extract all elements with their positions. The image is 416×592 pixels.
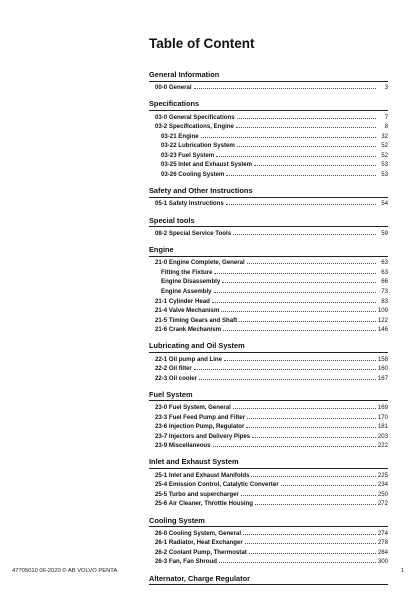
- footer-document-info: 47705010 06-2020 © AB VOLVO PENTA: [12, 568, 118, 574]
- toc-entry-page: 83: [381, 297, 388, 305]
- toc-entry[interactable]: [149, 355, 388, 365]
- toc-entry[interactable]: [149, 229, 388, 239]
- toc-entry-page: 146: [377, 326, 388, 334]
- toc-entry[interactable]: [149, 277, 388, 287]
- toc-section-heading: Safety and Other Instructions: [149, 186, 388, 198]
- toc-section-heading: Inlet and Exhaust System: [149, 457, 388, 469]
- dot-leader: [212, 302, 376, 303]
- toc-entry-label: 23-9 Miscellaneous: [155, 442, 211, 450]
- table-of-contents: [149, 70, 388, 592]
- toc-entry-label: 03-22 Lubrication System: [161, 142, 235, 150]
- toc-entry[interactable]: [149, 490, 388, 500]
- toc-entry-page: 222: [377, 442, 388, 450]
- dot-leader: [199, 379, 376, 380]
- page-footer: [12, 568, 404, 574]
- toc-section: [149, 245, 388, 335]
- toc-entry-label: 21-1 Cylinder Head: [155, 297, 210, 305]
- toc-entry-label: 03-0 General Specifications: [155, 113, 235, 121]
- toc-entry-page: 122: [377, 316, 388, 324]
- toc-section: [149, 99, 388, 179]
- dot-leader: [249, 553, 376, 554]
- toc-entry-label: 23-0 Fuel System, General: [155, 404, 231, 412]
- dot-leader: [247, 263, 376, 264]
- toc-entry-label: Engine Disassembly: [161, 278, 221, 286]
- dot-leader: [219, 562, 376, 563]
- dot-leader: [223, 330, 376, 331]
- toc-section: [149, 457, 388, 508]
- toc-entry[interactable]: [149, 403, 388, 413]
- dot-leader: [224, 360, 376, 361]
- toc-entry-page: 8: [384, 123, 388, 131]
- toc-entry-label: 23-6 Injection Pump, Regulator: [155, 423, 245, 431]
- toc-entry[interactable]: [149, 529, 388, 539]
- toc-entry-page: 32: [381, 132, 388, 140]
- dot-leader: [251, 476, 375, 477]
- toc-entry-label: 26-3 Fan, Fan Shroud: [155, 558, 217, 566]
- toc-entry-page: 63: [381, 259, 388, 267]
- toc-entry[interactable]: [149, 374, 388, 384]
- toc-entry-label: 00-0 General: [155, 84, 192, 92]
- toc-entry-page: 109: [377, 307, 388, 315]
- toc-entry-page: 278: [377, 539, 388, 547]
- toc-entry[interactable]: [149, 268, 388, 278]
- dot-leader: [194, 369, 376, 370]
- toc-entry[interactable]: [149, 297, 388, 307]
- toc-entry-label: 23-3 Fuel Feed Pump and Filter: [155, 413, 246, 421]
- toc-entry-label: 21-0 Engine Complete, General: [155, 259, 245, 267]
- toc-section-heading: Cooling System: [149, 516, 388, 528]
- toc-entry-page: 59: [381, 229, 388, 237]
- toc-entry[interactable]: [149, 113, 388, 123]
- dot-leader: [216, 156, 376, 157]
- toc-entry[interactable]: [149, 413, 388, 423]
- dot-leader: [241, 495, 376, 496]
- toc-entry-page: 250: [377, 490, 388, 498]
- toc-entry-label: 22-1 Oil pump and Line: [155, 355, 223, 363]
- dot-leader: [214, 292, 376, 293]
- toc-entry-page: 53: [381, 161, 388, 169]
- toc-entry-label: Fitting the Fixture: [161, 268, 213, 276]
- toc-entry-label: 21-4 Valve Mechanism: [155, 307, 220, 315]
- toc-entry[interactable]: [149, 499, 388, 509]
- toc-section-heading: Fuel System: [149, 390, 388, 402]
- toc-entry-label: 25-6 Air Cleaner, Throttle Housing: [155, 500, 253, 508]
- toc-entry[interactable]: [149, 132, 388, 142]
- dot-leader: [281, 485, 376, 486]
- toc-entry-page: 300: [377, 558, 388, 566]
- toc-entry-label: Engine Assembly: [161, 287, 212, 295]
- dot-leader: [252, 437, 376, 438]
- toc-entry-page: 234: [377, 481, 388, 489]
- toc-entry[interactable]: [149, 557, 388, 567]
- page-title: Table of Content: [149, 36, 255, 51]
- toc-entry-page: 167: [377, 374, 388, 382]
- dot-leader: [226, 204, 376, 205]
- toc-section: [149, 390, 388, 451]
- toc-entry[interactable]: [149, 422, 388, 432]
- toc-entry-page: 54: [381, 200, 388, 208]
- toc-entry-label: 03-25 Inlet and Exhaust System: [161, 161, 253, 169]
- toc-entry-page: 203: [377, 432, 388, 440]
- toc-entry-page: 52: [381, 151, 388, 159]
- toc-section-heading: Engine: [149, 245, 388, 257]
- toc-entry[interactable]: [149, 122, 388, 132]
- toc-entry[interactable]: [149, 170, 388, 180]
- toc-entry-label: 26-0 Cooling System, General: [155, 529, 242, 537]
- dot-leader: [226, 175, 376, 176]
- toc-entry[interactable]: [149, 548, 388, 558]
- toc-entry-page: 284: [377, 548, 388, 556]
- toc-entry-page: 158: [377, 355, 388, 363]
- toc-entry[interactable]: [149, 306, 388, 316]
- toc-entry-label: 22-3 Oil cooler: [155, 374, 197, 382]
- toc-entry[interactable]: [149, 432, 388, 442]
- dot-leader: [201, 137, 376, 138]
- dot-leader: [194, 88, 376, 89]
- toc-entry-page: 66: [381, 278, 388, 286]
- toc-section: [149, 70, 388, 93]
- toc-entry-page: 181: [377, 423, 388, 431]
- toc-entry[interactable]: [149, 538, 388, 548]
- toc-entry[interactable]: [149, 441, 388, 451]
- dot-leader: [222, 282, 376, 283]
- toc-section-heading: General Information: [149, 70, 388, 82]
- toc-entry-label: 22-2 Oil filter: [155, 365, 192, 373]
- toc-entry-page: 169: [377, 404, 388, 412]
- toc-entry[interactable]: [149, 471, 388, 481]
- toc-entry-label: 21-5 Timing Gears and Shaft: [155, 316, 238, 324]
- toc-entry-label: 03-21 Engine: [161, 132, 199, 140]
- toc-section-heading: Alternator, Charge Regulator: [149, 574, 388, 586]
- toc-entry-label: 25-4 Emission Control, Catalytic Converter: [155, 481, 279, 489]
- toc-entry-label: 03-23 Fuel System: [161, 151, 215, 159]
- toc-entry[interactable]: [149, 151, 388, 161]
- toc-section: [149, 186, 388, 209]
- toc-section-heading: Special tools: [149, 216, 388, 228]
- toc-entry[interactable]: [149, 364, 388, 374]
- dot-leader: [221, 311, 375, 312]
- toc-entry-label: 26-1 Radiator, Heat Exchanger: [155, 539, 243, 547]
- dot-leader: [245, 543, 376, 544]
- toc-entry[interactable]: [149, 199, 388, 209]
- toc-entry-page: 272: [377, 500, 388, 508]
- toc-entry[interactable]: [149, 480, 388, 490]
- toc-entry-label: 23-7 Injectors and Delivery Pipes: [155, 432, 251, 440]
- toc-entry[interactable]: [149, 316, 388, 326]
- dot-leader: [237, 146, 376, 147]
- dot-leader: [246, 427, 375, 428]
- toc-entry-page: 3: [384, 84, 388, 92]
- toc-section: [149, 216, 388, 239]
- toc-entry-page: 52: [381, 142, 388, 150]
- toc-entry-page: 73: [381, 287, 388, 295]
- toc-entry[interactable]: [149, 83, 388, 93]
- dot-leader: [239, 321, 376, 322]
- dot-leader: [237, 118, 376, 119]
- toc-entry[interactable]: [149, 325, 388, 335]
- dot-leader: [214, 273, 376, 274]
- dot-leader: [236, 127, 376, 128]
- toc-entry[interactable]: [149, 287, 388, 297]
- toc-entry-label: 08-2 Special Service Tools: [155, 229, 232, 237]
- toc-section-heading: Specifications: [149, 99, 388, 111]
- toc-entry-label: 21-6 Crank Mechanism: [155, 326, 222, 334]
- toc-section-heading: Lubricating and Oil System: [149, 341, 388, 353]
- toc-entry-page: 170: [377, 413, 388, 421]
- toc-entry-label: 25-1 Inlet and Exhaust Manifolds: [155, 471, 250, 479]
- toc-entry-page: 53: [381, 171, 388, 179]
- toc-entry[interactable]: [149, 141, 388, 151]
- toc-entry[interactable]: [149, 160, 388, 170]
- footer-page-number: 1: [400, 568, 404, 574]
- dot-leader: [233, 234, 376, 235]
- toc-entry-page: 7: [384, 113, 388, 121]
- toc-section: [149, 341, 388, 383]
- toc-entry-page: 274: [377, 529, 388, 537]
- toc-section: [149, 574, 388, 586]
- toc-entry-label: 03-2 Specifications, Engine: [155, 123, 234, 131]
- toc-entry-label: 25-5 Turbo and supercharger: [155, 490, 239, 498]
- dot-leader: [254, 165, 376, 166]
- dot-leader: [255, 504, 376, 505]
- dot-leader: [247, 418, 376, 419]
- toc-entry-page: 160: [377, 365, 388, 373]
- dot-leader: [213, 446, 376, 447]
- toc-section: [149, 516, 388, 567]
- toc-entry-page: 63: [381, 268, 388, 276]
- dot-leader: [243, 534, 376, 535]
- toc-entry[interactable]: [149, 258, 388, 268]
- toc-entry-label: 26-2 Coolant Pump, Thermostat: [155, 548, 247, 556]
- toc-entry-page: 225: [377, 471, 388, 479]
- dot-leader: [233, 408, 376, 409]
- toc-entry-label: 05-1 Safety Instructions: [155, 200, 224, 208]
- toc-entry-label: 03-26 Cooling System: [161, 171, 225, 179]
